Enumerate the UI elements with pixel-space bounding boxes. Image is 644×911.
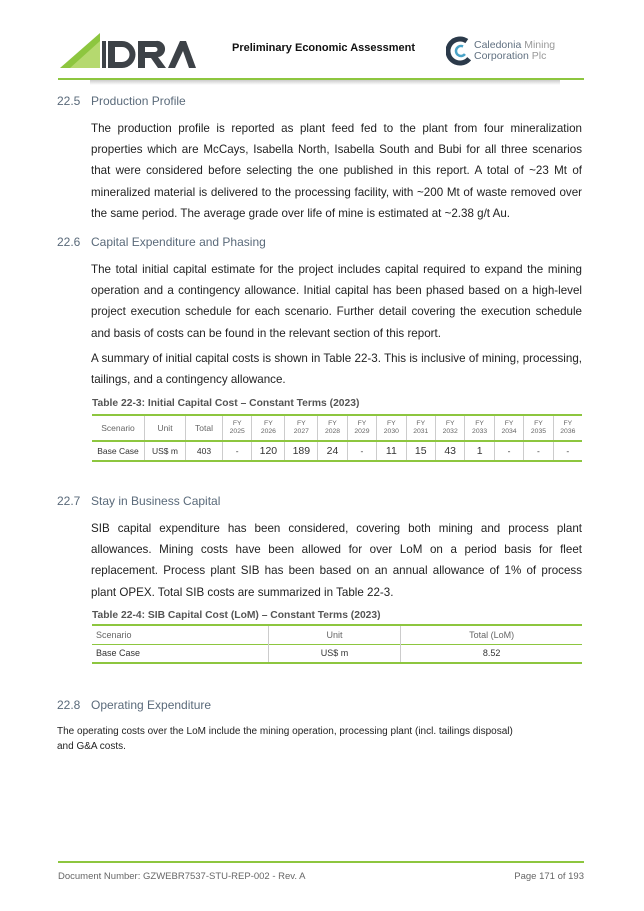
paragraph: A summary of initial capital costs is shown in Table 22-3. This is inclusive of mining, processing, tailings, and a contingency allowance. — [91, 352, 582, 387]
fy-label: FY — [264, 420, 273, 427]
section-heading-22-5: 22.5 Production Profile — [57, 94, 186, 108]
cell-unit: US$ m — [268, 644, 400, 663]
column-header: Unit — [145, 415, 186, 441]
column-header-fy-2026 — [252, 415, 285, 441]
cell-fy-2027: 189 — [285, 441, 318, 461]
fy-year: 2033 — [472, 428, 488, 435]
sib-capital-table — [92, 624, 582, 664]
document-number: Document Number: GZWEBR7537-STU-REP-002 - Rev. A — [58, 871, 306, 882]
cell-fy-2026: 120 — [252, 441, 285, 461]
fy-year: 2034 — [501, 428, 517, 435]
fy-year: 2028 — [324, 428, 341, 435]
fy-label: FY — [445, 420, 455, 427]
cell-fy-2032: 43 — [435, 441, 464, 461]
fy-label: FY — [357, 420, 367, 427]
fy-year: 2027 — [293, 428, 309, 435]
fy-label: FY — [504, 420, 514, 427]
cell-fy-2034: - — [494, 441, 523, 461]
cell-fy-2028: 24 — [318, 441, 347, 461]
fy-year: 2035 — [530, 428, 547, 435]
table-caption: Table 22-4: SIB Capital Cost (LoM) – Constant Terms (2023) — [92, 610, 381, 621]
fy-label: FY — [296, 420, 306, 427]
fy-label: FY — [416, 420, 426, 427]
fy-year: 2025 — [229, 428, 245, 435]
cell-fy-2031: 15 — [406, 441, 435, 461]
cell-fy-2030: 11 — [377, 441, 406, 461]
column-header-fy-2031 — [406, 415, 435, 441]
column-header: Scenario — [101, 423, 135, 433]
column-header-fy-2030 — [377, 415, 406, 441]
fy-year: 2036 — [560, 428, 576, 435]
table-row — [92, 644, 582, 663]
column-header: Scenario — [96, 629, 132, 640]
footer-divider — [58, 861, 584, 863]
table-row — [92, 441, 582, 461]
column-header-fy-2036 — [553, 415, 582, 441]
header-title: Preliminary Economic Assessment — [232, 42, 416, 54]
fy-year: 2031 — [413, 428, 429, 435]
column-header: Total — [186, 415, 223, 441]
fy-label: FY — [232, 420, 242, 427]
cell-total: 8.52 — [401, 644, 582, 663]
paragraph: The production profile is reported as plant feed fed to the plant from four mineralization properties which are McCays, Isabella North, Isabella South and Bubi for all three scenarios that were considered before selecting the one published in this report. A total of ~23 Mt of mineralized material is delivered to the processing facility, with ~200 Mt of waste removed over the same period. The average grade over life of mine is estimated at ~2.38 g/t Au. — [91, 122, 582, 220]
table-caption: Table 22-3: Initial Capital Cost – Constant Terms (2023) — [92, 398, 360, 409]
section-heading-22-8: 22.8 Operating Expenditure — [57, 698, 212, 712]
section-heading-22-7: 22.7 Stay in Business Capital — [57, 494, 221, 508]
column-header-fy-2025 — [223, 415, 252, 441]
column-header-fy-2029 — [347, 415, 376, 441]
caledonia-logo: Caledonia Mining Corporation Plc — [446, 36, 555, 66]
column-header-fy-2034 — [494, 415, 523, 441]
paragraph: The operating costs over the LoM include the mining operation, processing plant (incl. tailings disposal) and G&A costs. — [57, 726, 513, 752]
paragraph: The total initial capital estimate for the project includes capital required to expand the mining operation and a contingency allowance. Initial capital has been phased based on a high-level project execution schedule for each scenario. Further detail covering the execution schedule and basis of costs can be found in the relevant section of this report. — [91, 263, 582, 340]
cell-scenario: Base Case — [97, 446, 139, 456]
cell-fy-2025: - — [223, 441, 252, 461]
column-header-fy-2027 — [285, 415, 318, 441]
table-header-row — [92, 625, 582, 644]
cell-total: 403 — [186, 441, 223, 461]
cell-scenario: Base Case — [96, 648, 141, 659]
cell-fy-2033: 1 — [465, 441, 494, 461]
fy-year: 2029 — [354, 428, 370, 435]
cell-fy-2029: - — [347, 441, 376, 461]
column-header-fy-2032 — [435, 415, 464, 441]
table-header-row — [92, 415, 582, 441]
fy-label: FY — [534, 420, 543, 427]
column-header: Unit — [268, 625, 400, 644]
column-header: Total (LoM) — [401, 625, 582, 644]
fy-year: 2026 — [260, 428, 276, 435]
initial-capital-table — [92, 414, 582, 462]
paragraph: SIB capital expenditure has been considered, covering both mining and process plant allowances. Mining costs have been allowed for over LoM on a period basis for fleet replacement. Process plant SIB has been based on an annual allowance of 1% of process plant OPEX. Total SIB costs are summarized in Table 22-3. — [91, 522, 582, 599]
fy-label: FY — [387, 420, 396, 427]
fy-label: FY — [475, 420, 484, 427]
cell-unit: US$ m — [145, 441, 186, 461]
column-header-fy-2033 — [465, 415, 494, 441]
header-shadow — [90, 80, 560, 85]
fy-year: 2030 — [383, 428, 399, 435]
section-heading-22-6: 22.6 Capital Expenditure and Phasing — [57, 235, 266, 249]
fy-year: 2032 — [442, 428, 458, 435]
dra-logo — [60, 33, 196, 69]
column-header-fy-2035 — [524, 415, 553, 441]
column-header-fy-2028 — [318, 415, 347, 441]
page-number: Page 171 of 193 — [514, 871, 584, 882]
cell-fy-2036: - — [553, 441, 582, 461]
fy-label: FY — [563, 420, 573, 427]
cell-fy-2035: - — [524, 441, 553, 461]
fy-label: FY — [328, 420, 337, 427]
